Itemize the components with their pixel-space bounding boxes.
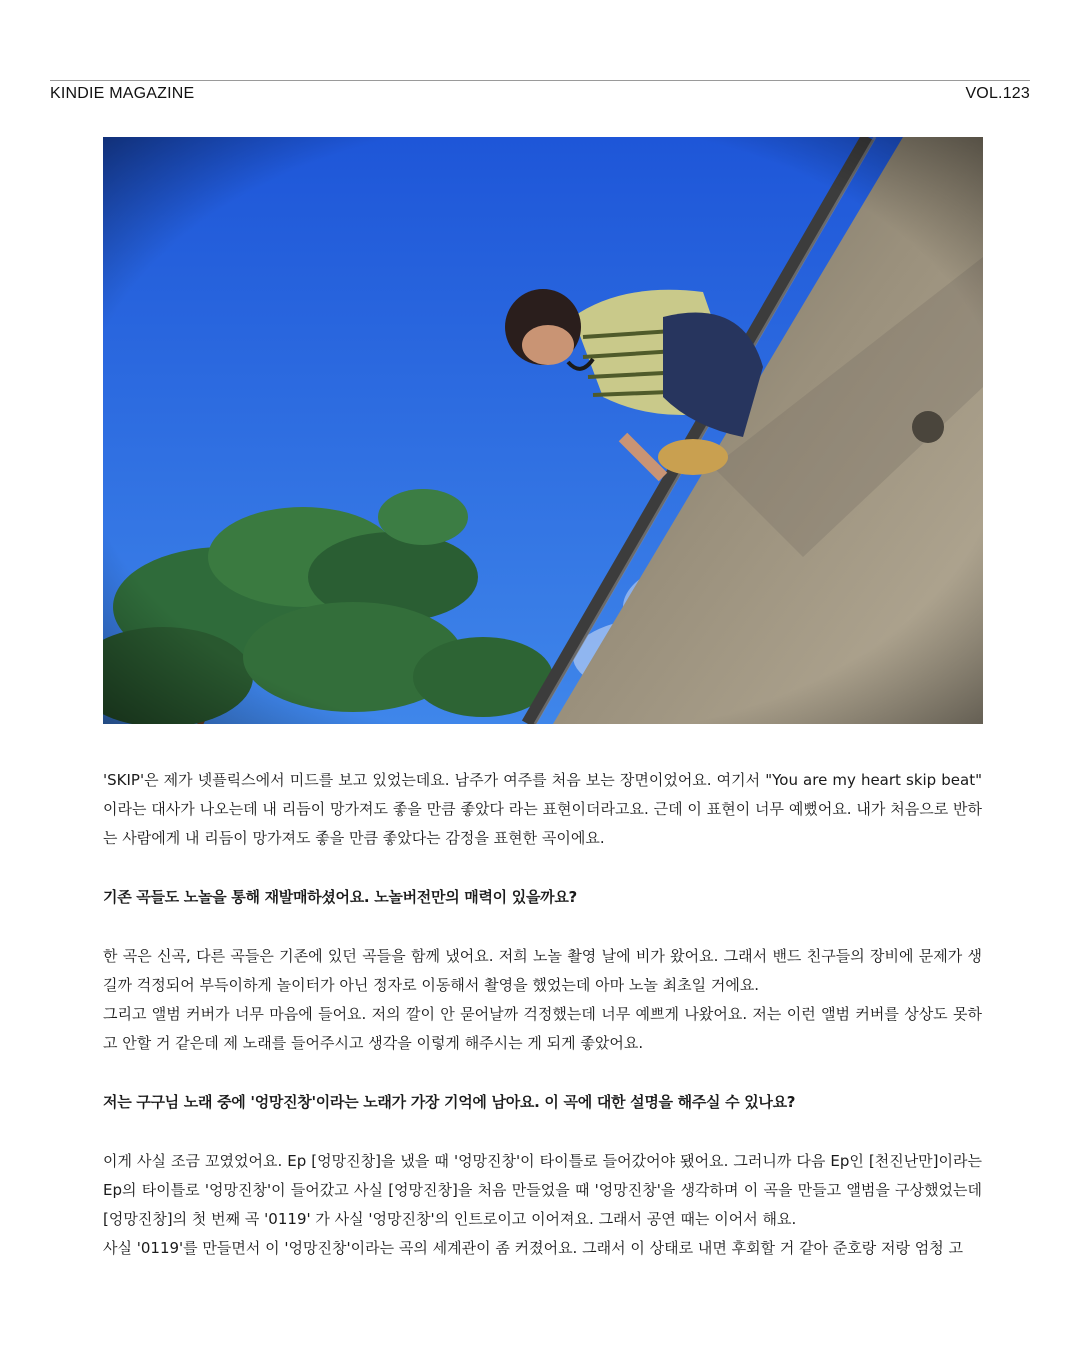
answer-paragraph: 그리고 앨범 커버가 너무 마음에 들어요. 저의 깔이 안 묻어날까 걱정했는데 너무 예쁘게 나왔어요. 저는 이런 앨범 커버를 상상도 못하고 안할 거 같은데 제 노래를 들어주시고 생각을 이렇게 해주시는 게 되게 좋았어요. bbox=[103, 1005, 982, 1052]
header-rule bbox=[50, 80, 1030, 81]
answer-paragraph: 사실 '0119'를 만들면서 이 '엉망진창'이라는 곡의 세계관이 좀 커졌어요. 그래서 이 상태로 내면 후회할 거 같아 준호랑 저랑 엄청 고 bbox=[103, 1239, 964, 1257]
answer-paragraph: 'SKIP'은 제가 넷플릭스에서 미드를 보고 있었는데요. 남주가 여주를 처음 보는 장면이었어요. 여기서 "You are my heart skip beat" 이라는 대사가 나오는데 내 리듬이 망가져도 좋을 만큼 좋았다 라는 표현이더라고요. 근데 이 표현이 너무 예뻤어요. 내가 처음으로 반하는 사람에게 내 리듬이 망가져도 좋을 만큼 좋았다는 감정을 표현한 곡이에요. bbox=[103, 771, 982, 847]
photo-illustration bbox=[103, 137, 983, 724]
answer-paragraph: 한 곡은 신곡, 다른 곡들은 기존에 있던 곡들을 함께 냈어요. 저희 노놀 촬영 날에 비가 왔어요. 그래서 밴드 친구들의 장비에 문제가 생길까 걱정되어 부득이하게 놀이터가 아닌 정자로 이동해서 촬영을 했었는데 아마 노놀 최초일 거에요. bbox=[103, 947, 982, 994]
publication-name: KINDIE MAGAZINE bbox=[50, 85, 195, 102]
feature-photo bbox=[103, 137, 983, 724]
interview-question: 저는 구구님 노래 중에 '엉망진창'이라는 노래가 가장 기억에 남아요. 이 곡에 대한 설명을 해주실 수 있나요? bbox=[103, 1093, 796, 1111]
article-body bbox=[103, 766, 982, 1263]
issue-number: VOL.123 bbox=[965, 85, 1030, 102]
answer-paragraph: 이게 사실 조금 꼬였었어요. Ep [엉망진창]을 냈을 때 '엉망진창'이 타이틀로 들어갔어야 됐어요. 그러니까 다음 Ep인 [천진난만]이라는 Ep의 타이틀로 '엉망진창'이 들어갔고 사실 [엉망진창]을 처음 만들었을 때 '엉망진창'을 생각하며 이 곡을 만들고 앨범을 구상했었는데 [엉망진창]의 첫 번째 곡 '0119' 가 사실 '엉망진창'의 인트로이고 이어져요. 그래서 공연 때는 이어서 해요. bbox=[103, 1152, 982, 1228]
interview-question: 기존 곡들도 노놀을 통해 재발매하셨어요. 노놀버전만의 매력이 있을까요? bbox=[103, 888, 577, 906]
